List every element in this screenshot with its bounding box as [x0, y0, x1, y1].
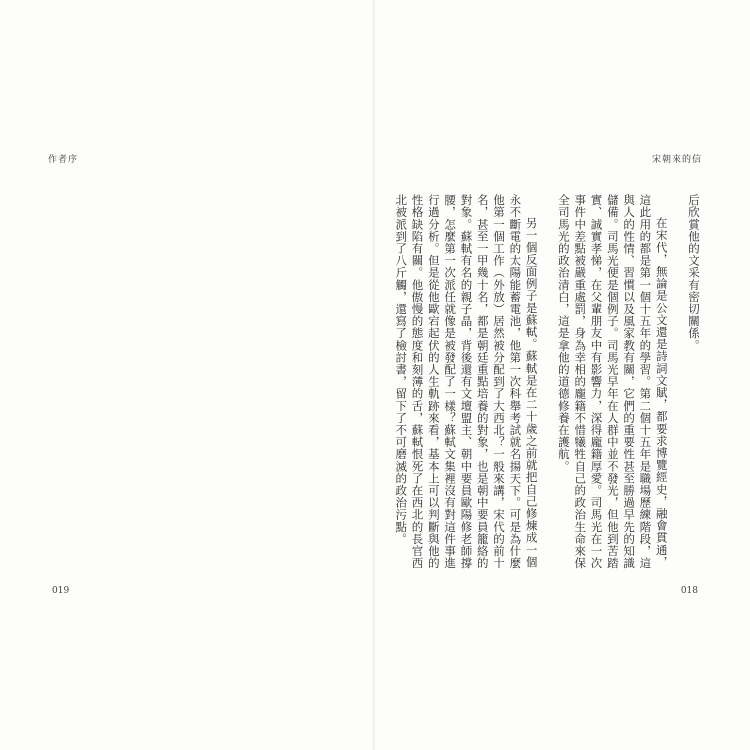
right-paragraph-3: 另一個反面例子是蘇軾。蘇軾是在二十歲之前就把自己修煉成一個永不斷電的太陽能蓄電池，他第一次科舉考試就名揚天下。可是為什麼他第一個工作（外放）居然被分配到了大西北？一般來講，宋代的前十名，甚至一甲幾十名，都是朝廷重點培養的對象，也是朝中要員籠絡的對象。蘇軾有名的親子晶，背後還有文壇盟主、朝中要員歐陽修老師撐腰，怎麼第一次派任就像是被發配了一樣？蘇軾文集裡沒有對這件事進行過分析。但是從他歐宕起伏的人生軌跡來看，基本上可以判斷與他的性格缺陷有關。他傲慢的態度和刻薄的舌，蘇軾恨死了在西北的長官西北被派到了八斤觸，還寫了檢討書，留下了不可磨滅的政治污點。 — [394, 194, 539, 570]
right-page — [375, 0, 750, 750]
right-paragraph-1: 后欣賞他的文采有密切關係。 — [687, 194, 701, 352]
right-page-text-block — [394, 194, 702, 574]
running-head-left: 作者序 — [48, 155, 79, 165]
page-number-left: 019 — [52, 586, 70, 596]
right-paragraph-2: 在宋代，無論是公文還是詩詞文賦，都要求博覽經史，融會貫通，這此用的都是第一個十五年的學習。第二個十五年是職場歷練階段，這與人的性情、習慣以及風家教有關，它們的重要性甚至勝過早先的知識儲備。司馬光便是個例子。司馬光早年在人群中並不發光，但他到苦踏實、誠實孝悌，在父輩朋友中有影響力，深得龐籍厚愛。司馬光在一次事件中差點被嚴重處罰，身為幸相的龐籍不惜犧牲自己的政治生命來保全司馬光的政治清白，這是拿他的道德修養在護航。 — [556, 194, 669, 570]
running-head-right: 宋朝來的信 — [651, 155, 702, 165]
page-number-right: 018 — [680, 586, 698, 596]
